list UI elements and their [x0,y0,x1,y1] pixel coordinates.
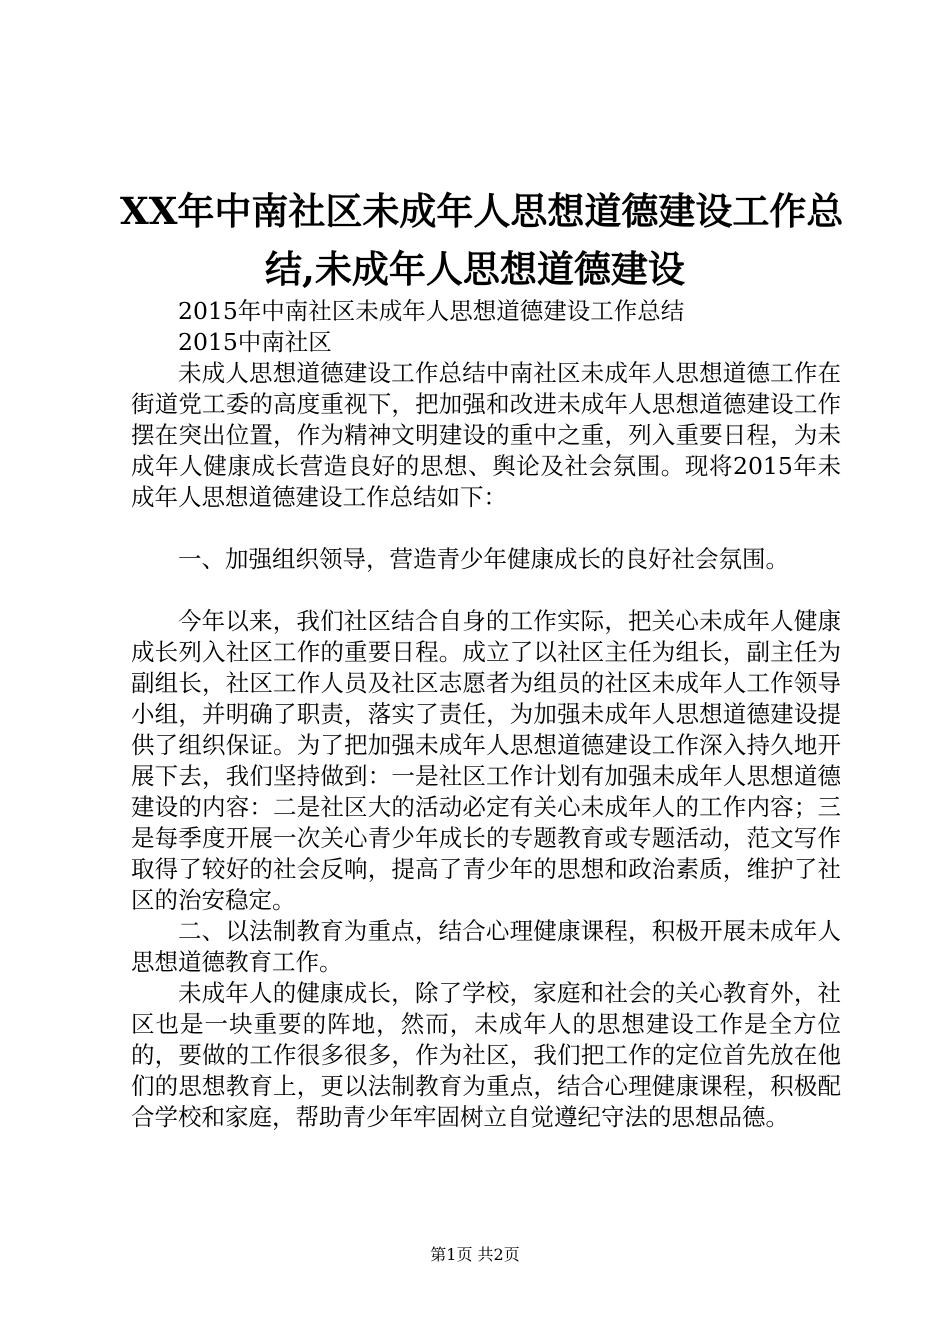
document-title-line-1: XX年中南社区未成年人思想道德建设工作总 [120,189,844,233]
author-paragraph: 2015中南社区 [178,328,332,356]
intro-paragraph: 未成人思想道德建设工作总结中南社区未成年人思想道德工作在街道党工委的高度重视下，把加强和改进未成年人思想道德建设工作摆在突出位置，作为精神文明建设的重中之重，列入重要日程，为未成年人健康成长营造良好的思想、舆论及社会氛围。现将2015年未成年人思想道德建设工作总结如下： [131,359,841,511]
body-paragraph-2: 未成年人的健康成长，除了学校，家庭和社会的关心教育外，社区也是一块重要的阵地，然而，未成年人的思想建设工作是全方位的，要做的工作很多很多，作为社区，我们把工作的定位首先放在他们的思想教育上，更以法制教育为重点，结合心理健康课程，积极配合学校和家庭，帮助青少年牢固树立自觉遵纪守法的思想品德。 [131,979,841,1131]
page-footer: 第1页 共2页 [430,1245,520,1264]
section-heading-1: 一、加强组织领导，营造青少年健康成长的良好社会氛围。 [178,545,789,573]
document-title-line-2: 结,未成年人思想道德建设 [265,247,685,291]
document-body [131,296,841,1133]
paragraph-gap [131,513,841,544]
section-heading-2: 二、以法制教育为重点，结合心理健康课程，积极开展未成年人思想道德教育工作。 [131,917,841,976]
subtitle-paragraph: 2015年中南社区未成年人思想道德建设工作总结 [178,297,685,325]
paragraph-gap [131,575,841,606]
body-paragraph-1: 今年以来，我们社区结合自身的工作实际，把关心未成年人健康成长列入社区工作的重要日程。成立了以社区主任为组长，副主任为副组长，社区工作人员及社区志愿者为组员的社区未成年人工作领导小组，并明确了职责，落实了责任，为加强未成年人思想道德建设提供了组织保证。为了把加强未成年人思想道德建设工作深入持久地开展下去，我们坚持做到：一是社区工作计划有加强未成年人思想道德建设的内容：二是社区大的活动必定有关心未成年人的工作内容；三是每季度开展一次关心青少年成长的专题教育或专题活动，范文写作取得了较好的社会反响，提高了青少年的思想和政治素质，维护了社区的治安稳定。 [131,607,841,914]
